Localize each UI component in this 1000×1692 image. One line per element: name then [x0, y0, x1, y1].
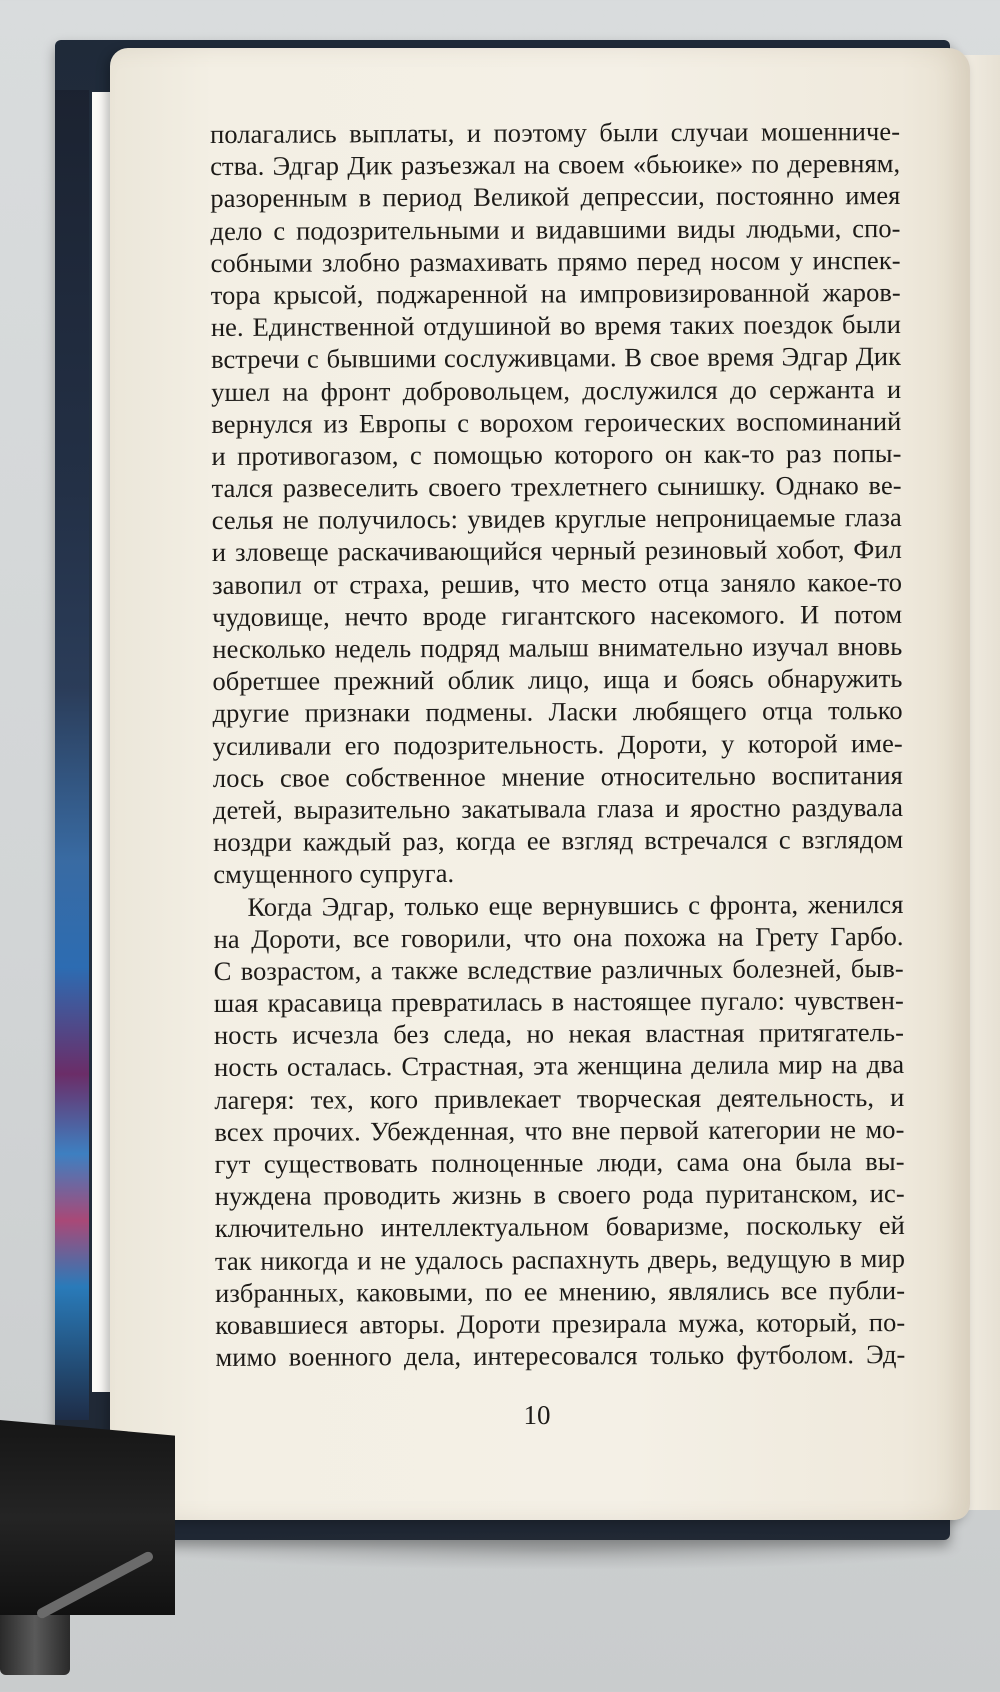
text-line: избранных, каковыми, по ее мнению, являлись все публи- — [215, 1274, 906, 1308]
text-line: ноздри каждый раз, когда ее взгляд встречался с взглядом — [213, 824, 904, 858]
page-number: 10 — [523, 1400, 551, 1430]
text-line: обретшее прежний облик лицо, ища и боясь обнаружить — [212, 663, 903, 697]
text-line: мимо военного дела, интересовался только футболом. Эд- — [215, 1339, 906, 1373]
text-line: ковавшиеся авторы. Дороти презирала мужа, который, по- — [215, 1306, 906, 1340]
text-line: вернулся из Европы с ворохом героических воспоминаний — [211, 405, 902, 439]
text-line: дело с подозрительными и видавшими виды людьми, спо- — [210, 212, 901, 246]
text-line: тора крысой, поджаренной на импровизированной жаров- — [210, 276, 901, 310]
text-line: ность исчезла без следа, но некая властная притягатель- — [213, 1017, 905, 1051]
text-line: собными злобно размахивать прямо перед носом у инспек- — [210, 244, 901, 278]
text-line: ушел на фронт добровольцем, дослужился до сержанта и — [211, 373, 902, 407]
text-line: несколько недель подряд малыш внимательно изучал вновь — [212, 630, 903, 664]
text-line: шая красавица превратилась в настоящее пугало: чувствен- — [213, 985, 904, 1019]
text-line: С возрастом, а также вследствие различных болезней, быв- — [213, 952, 904, 986]
text-line: смущенного супруга. — [213, 858, 455, 890]
text-line: другие признаки подмены. Ласки любящего отца только — [212, 695, 903, 729]
text-line: на Дороти, все говорили, что она похожа на Грету Гарбо. — [213, 920, 904, 954]
page-body-text — [210, 115, 905, 1373]
text-line: детей, выразительно закатывала глаза и яростно раздувала — [212, 791, 904, 825]
text-line: разоренным в период Великой депрессии, постоянно имея — [210, 180, 901, 214]
book-spine-edge — [55, 90, 89, 1420]
text-line: ства. Эдгар Дик разъезжал на своем «бьюике» по деревням, — [210, 148, 901, 182]
text-line: тался развеселить своего трехлетнего сынишку. Однако ве- — [211, 470, 902, 504]
text-line: чудовище, нечто вроде гигантского насекомого. И потом — [212, 598, 903, 632]
text-line: Когда Эдгар, только еще вернувшись с фронта, женился — [247, 888, 904, 922]
text-line: нуждена проводить жизнь в своего рода пуританском, ис- — [214, 1178, 905, 1212]
text-line: и противогазом, с помощью которого он как-то раз попы- — [211, 437, 902, 471]
text-line: лагеря: тех, кого привлекает творческая деятельность, и — [214, 1081, 905, 1115]
text-line: селья не получилось: увидев круглые непроницаемые глаза — [211, 502, 902, 536]
text-line: ключительно интеллектуальном боваризме, поскольку ей — [214, 1210, 905, 1244]
text-line: встречи с бывшими сослуживцами. В свое время Эдгар Дик — [210, 341, 902, 375]
text-line: гут существовать полноценные люди, сама она была вы- — [214, 1145, 905, 1179]
text-line: завопил от страха, решив, что место отца заняло какое-то — [211, 566, 903, 600]
text-line: не. Единственной отдушиной во время таких поездок были — [210, 309, 901, 343]
text-line: так никогда и не удалось распахнуть дверь, ведущую в мир — [214, 1242, 906, 1276]
text-line: усиливали его подозрительность. Дороти, у которой име- — [212, 727, 903, 761]
text-line: ность осталась. Страстная, эта женщина делила мир на два — [214, 1049, 905, 1083]
text-line: всех прочих. Убежденная, что вне первой категории не мо- — [214, 1113, 905, 1147]
text-line: лось свое собственное мнение относительно воспитания — [212, 759, 903, 793]
page-shadow — [150, 1530, 970, 1570]
text-line: полагались выплаты, и поэтому были случаи мошенниче- — [210, 115, 901, 149]
text-line: и зловеще раскачивающийся черный резиновый хобот, Фил — [211, 534, 902, 568]
